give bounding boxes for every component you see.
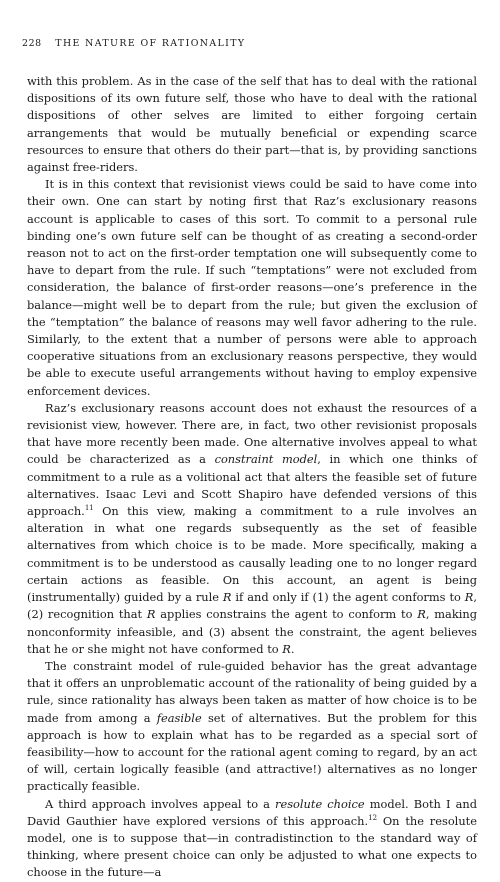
text-run: On this view, making a commitment to a rule involves an alteration in what one regards subsequently as the set of feasible alternatives from which choice is to be made. More specifically, making a commitment is to be understood as causally leading one to no longer regard certain actions as feasible. On this account, an agent is being (instrumentally) guided by a rule — [27, 504, 477, 605]
footnote-reference: 11 — [84, 504, 94, 513]
running-header — [22, 38, 246, 49]
italic-text: constraint model — [214, 452, 318, 467]
paragraph — [27, 796, 477, 882]
italic-text: R — [464, 590, 474, 605]
text-run: with this problem. As in the case of the self that has to deal with the rational dispositions of its own future self, those who have to deal with the rational dispositions of other selves are limited to either forgoing certain arrangements that would be mutually beneficial or expending scarce resources to ensure that others do their part—that is, by providing sanctions against free-riders. — [27, 74, 477, 175]
italic-text: R — [222, 590, 232, 605]
italic-text: resolute choice — [275, 796, 365, 811]
text-run: , making nonconformity infeasible, and (3) absent the constraint, the agent believes that he or she might not have conformed to — [27, 607, 477, 656]
italic-text: R — [417, 607, 426, 622]
paragraph — [27, 73, 477, 176]
italic-text: R — [282, 641, 291, 656]
text-run: The constraint model of rule-guided behavior has the great advantage that it offers an unproblematic account of the rationality of being guided by a rule, since rationality has always been taken as matter of how choice is to be made from among a — [27, 658, 477, 725]
page-number: 228 — [22, 38, 42, 49]
text-run: applies constrains the agent to conform to — [155, 607, 418, 622]
text-run: model. Both I and David Gauthier have explored versions of this approach. — [27, 796, 477, 828]
text-run: A third approach involves appeal to a — [45, 796, 276, 811]
text-run: On the resolute model, one is to suppose that—in contradistinction to the standard way of thinking, where present choice can only be adjusted to what one expects to choose in the future—a — [27, 813, 477, 880]
running-title: THE NATURE OF RATIONALITY — [55, 38, 246, 49]
text-run: Raz’s exclusionary reasons account does not exhaust the resources of a revisionist view, however. There are, in fact, two other revisionist proposals that have more recently been made. One alternative involves appeal to what could be characterized as a — [27, 400, 477, 467]
italic-text: feasible — [156, 710, 202, 725]
text-run: It is in this context that revisionist views could be said to have come into their own. One can start by noting first that Raz’s exclusionary reasons account is applicable to cases of this sort. To commit to a personal rule binding one’s own future self can be thought of as creating a second-order reason not to act on the first-order temptation one will subsequently come to have to depart from the rule. If such “temptations” were not excluded from consideration, the balance of first-order reasons—one’s preference in the balance—might well be to depart from the rule; but given the exclusion of the “temptation” the balance of reasons may well favor adhering to the rule. Similarly, to the extent that a number of persons were able to approach cooperative situations from an exclusionary reasons perspective, they would be able to execute useful arrangements without having to employ expensive enforcement devices. — [27, 177, 477, 398]
paragraph — [27, 400, 477, 658]
text-run: if and only if (1) the agent conforms to — [231, 590, 465, 605]
text-run: set of alternatives. But the problem for this approach is how to explain what has to be regarded as a special sort of feasibility—how to account for the rational agent coming to regard, by an act of will, certain logically feasible (and attractive!) alternatives as no longer practically feasible. — [27, 710, 477, 794]
text-run: . — [290, 641, 295, 656]
paragraph — [27, 176, 477, 400]
text-run: , in which one thinks of commitment to a rule as a volitional act that alters the feasible set of future alternatives. Isaac Levi and Scott Shapiro have defended versions of this approach. — [27, 452, 478, 519]
body-text — [27, 73, 477, 882]
paragraph — [27, 658, 477, 796]
footnote-reference: 12 — [368, 813, 378, 822]
text-run: , (2) recognition that — [27, 590, 477, 622]
italic-text: R — [146, 607, 156, 622]
